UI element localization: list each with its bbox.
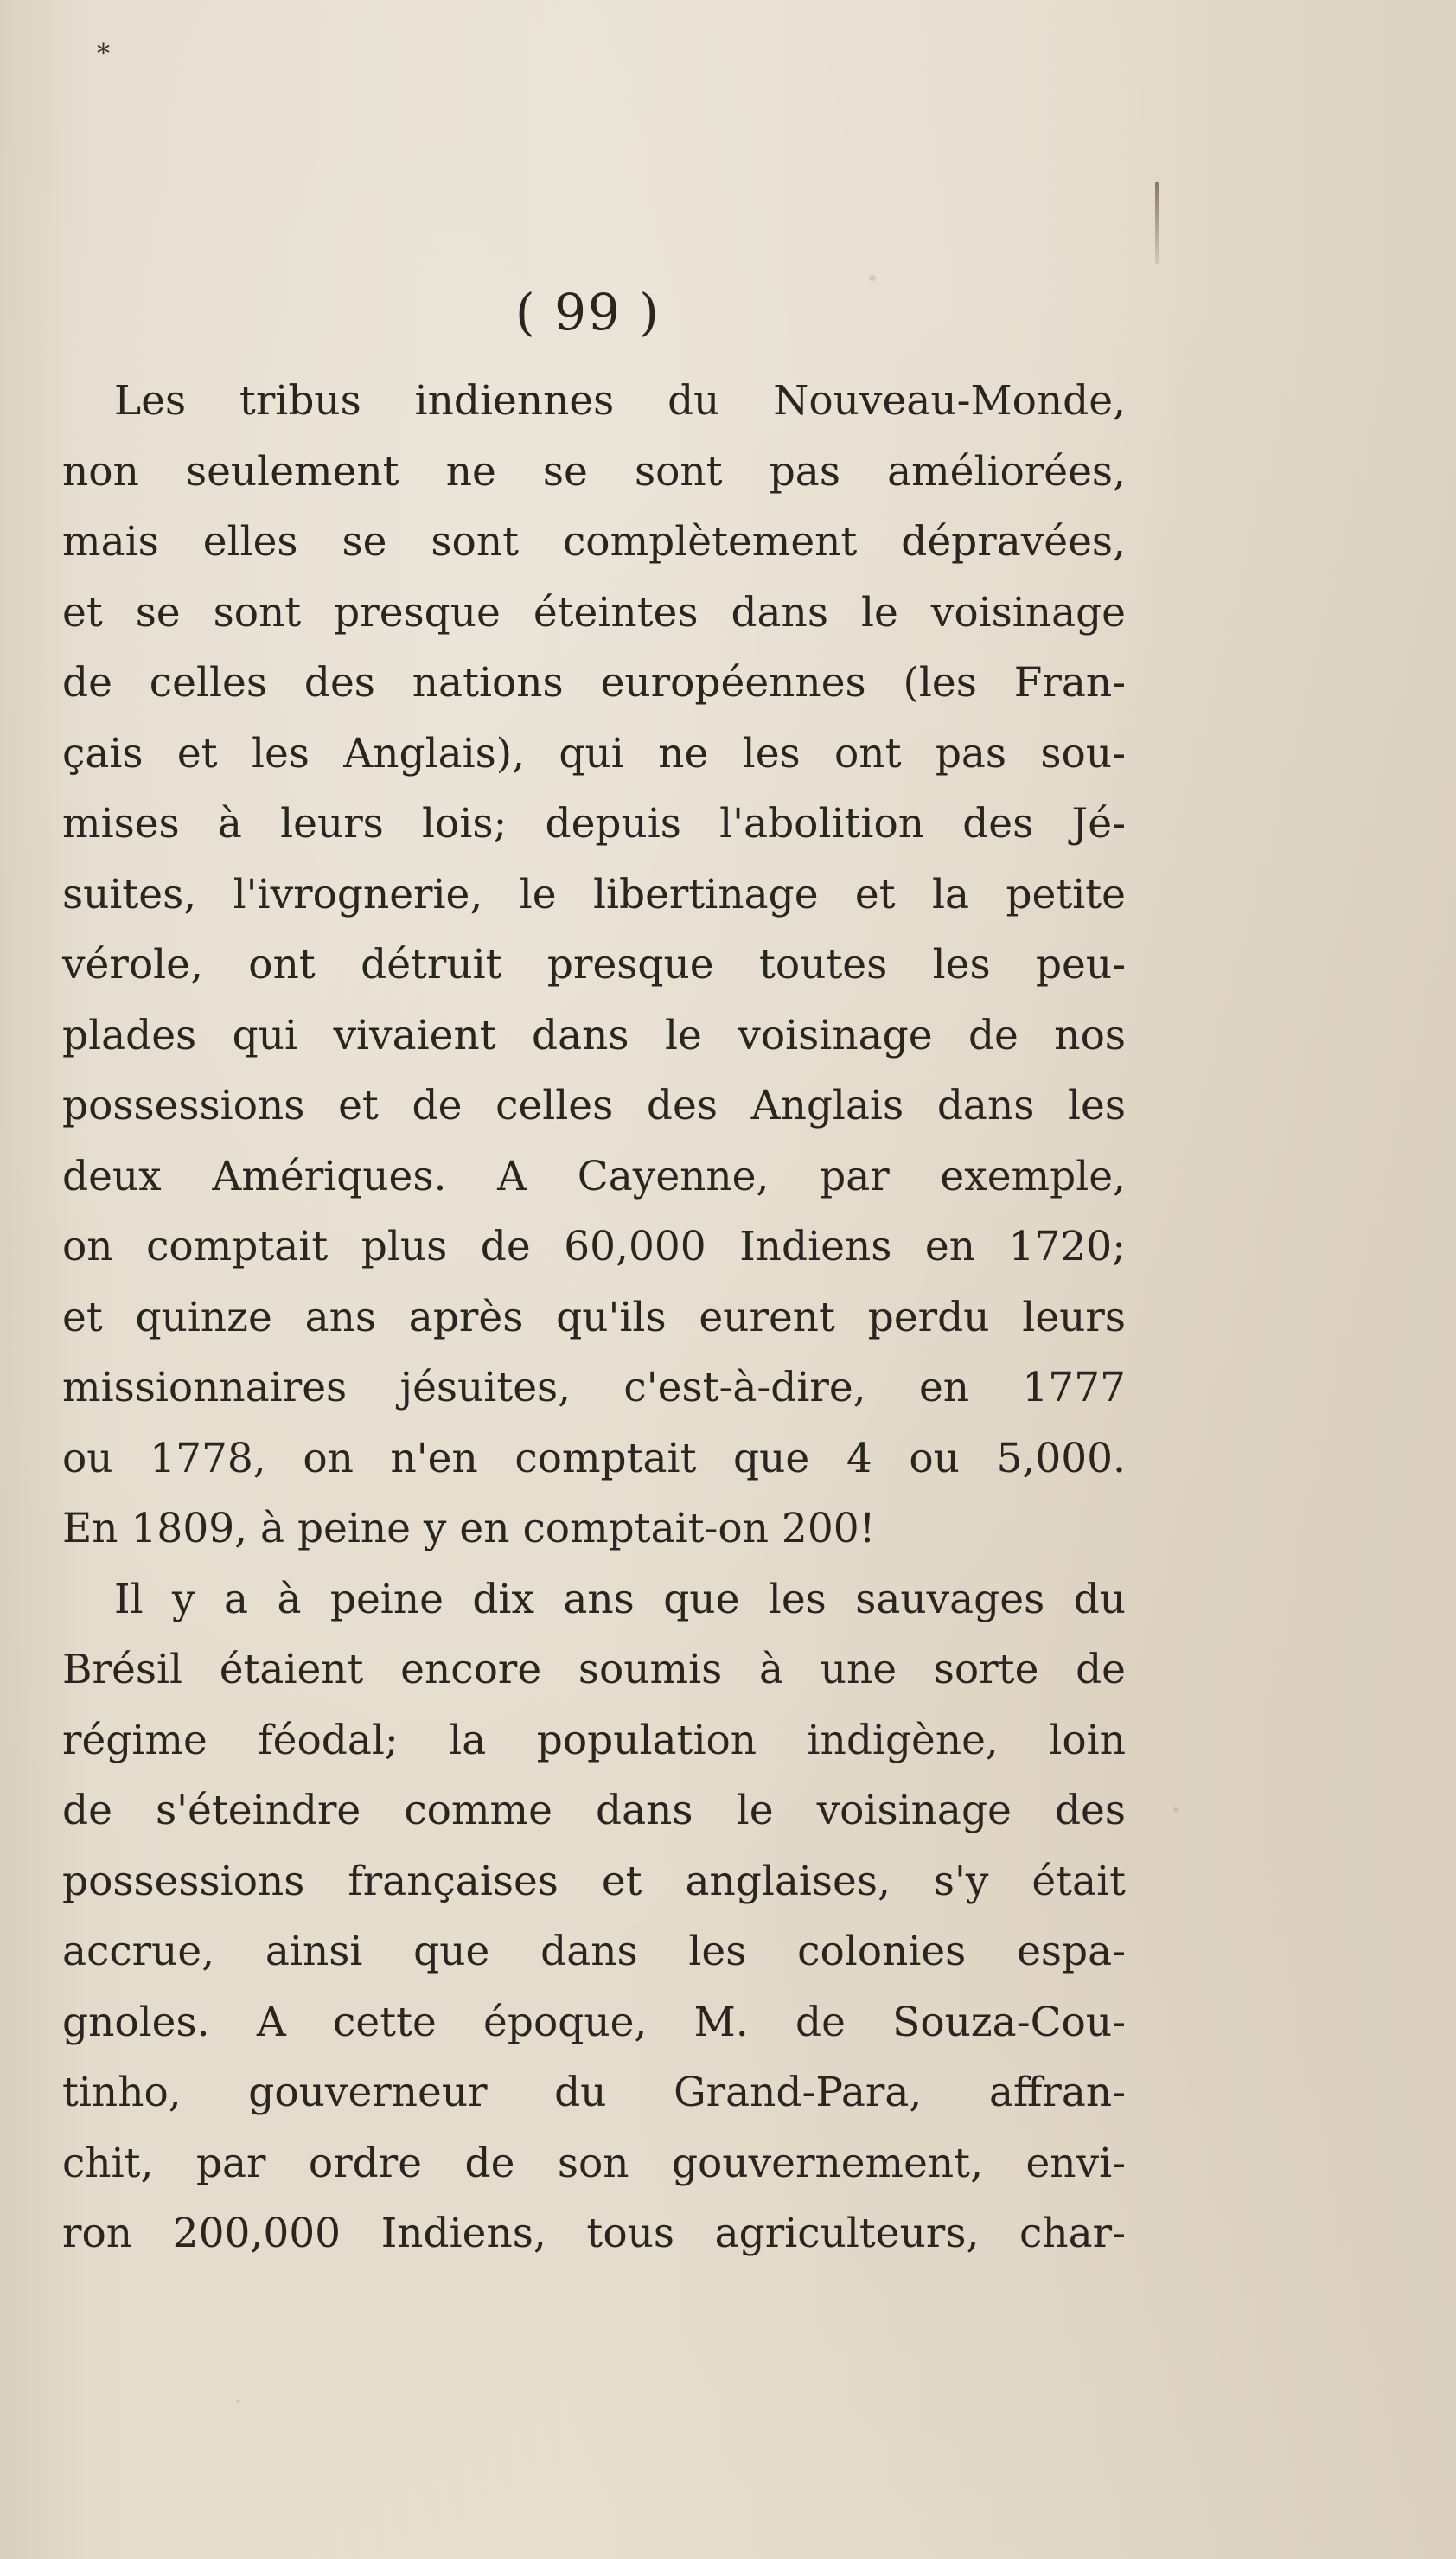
text-line: mais elles se sont complètement dépravées, bbox=[62, 518, 1126, 566]
text-line: En 1809, à peine y en comptait-on 200! bbox=[62, 1505, 876, 1552]
text-line: de s'éteindre comme dans le voisinage des bbox=[62, 1787, 1126, 1834]
text-line: possessions françaises et anglaises, s'y était bbox=[62, 1857, 1126, 1905]
text-line: ou 1778, on n'en comptait que 4 ou 5,000. bbox=[62, 1434, 1126, 1482]
text-line: gnoles. A cette époque, M. de Souza-Cou- bbox=[62, 1998, 1126, 2046]
paper-spot bbox=[1173, 1807, 1178, 1812]
text-line: et quinze ans après qu'ils eurent perdu leurs bbox=[62, 1293, 1126, 1341]
text-line: on comptait plus de 60,000 Indiens en 1720; bbox=[62, 1223, 1126, 1270]
text-line: deux Amériques. A Cayenne, par exemple, bbox=[62, 1152, 1126, 1200]
paper-spot bbox=[236, 2400, 240, 2403]
corner-mark: * bbox=[97, 39, 110, 69]
text-line: chit, par ordre de son gouvernement, envi- bbox=[62, 2139, 1126, 2187]
text-line: accrue, ainsi que dans les colonies espa- bbox=[62, 1928, 1126, 1975]
text-line: vérole, ont détruit presque toutes les peu- bbox=[62, 941, 1126, 988]
text-line: possessions et de celles des Anglais dans les bbox=[62, 1082, 1126, 1129]
text-line: Les tribus indiennes du Nouveau-Monde, bbox=[114, 377, 1126, 425]
body-text bbox=[62, 366, 1126, 2269]
text-line: Il y a à peine dix ans que les sauvages du bbox=[114, 1575, 1126, 1623]
text-line: çais et les Anglais), qui ne les ont pas sou- bbox=[62, 729, 1126, 777]
text-line: tinho, gouverneur du Grand-Para, affran- bbox=[62, 2069, 1126, 2116]
text-line: non seulement ne se sont pas améliorées, bbox=[62, 447, 1126, 496]
text-line: missionnaires jésuites, c'est-à-dire, en 1777 bbox=[62, 1364, 1126, 1411]
text-line: suites, l'ivrognerie, le libertinage et la petite bbox=[62, 870, 1126, 918]
text-line: de celles des nations européennes (les Fran- bbox=[62, 659, 1126, 707]
paper-spot bbox=[869, 275, 876, 281]
text-line: et se sont presque éteintes dans le voisinage bbox=[62, 588, 1126, 637]
text-line: Brésil étaient encore soumis à une sorte de bbox=[62, 1646, 1126, 1693]
paper-edge-mark bbox=[1155, 182, 1159, 264]
text-line: mises à leurs lois; depuis l'abolition des Jé- bbox=[62, 800, 1126, 848]
text-line: plades qui vivaient dans le voisinage de nos bbox=[62, 1011, 1126, 1059]
text-line: ron 200,000 Indiens, tous agriculteurs, char- bbox=[62, 2210, 1126, 2257]
page-number: ( 99 ) bbox=[515, 283, 661, 342]
text-line: régime féodal; la population indigène, loin bbox=[62, 1716, 1126, 1764]
